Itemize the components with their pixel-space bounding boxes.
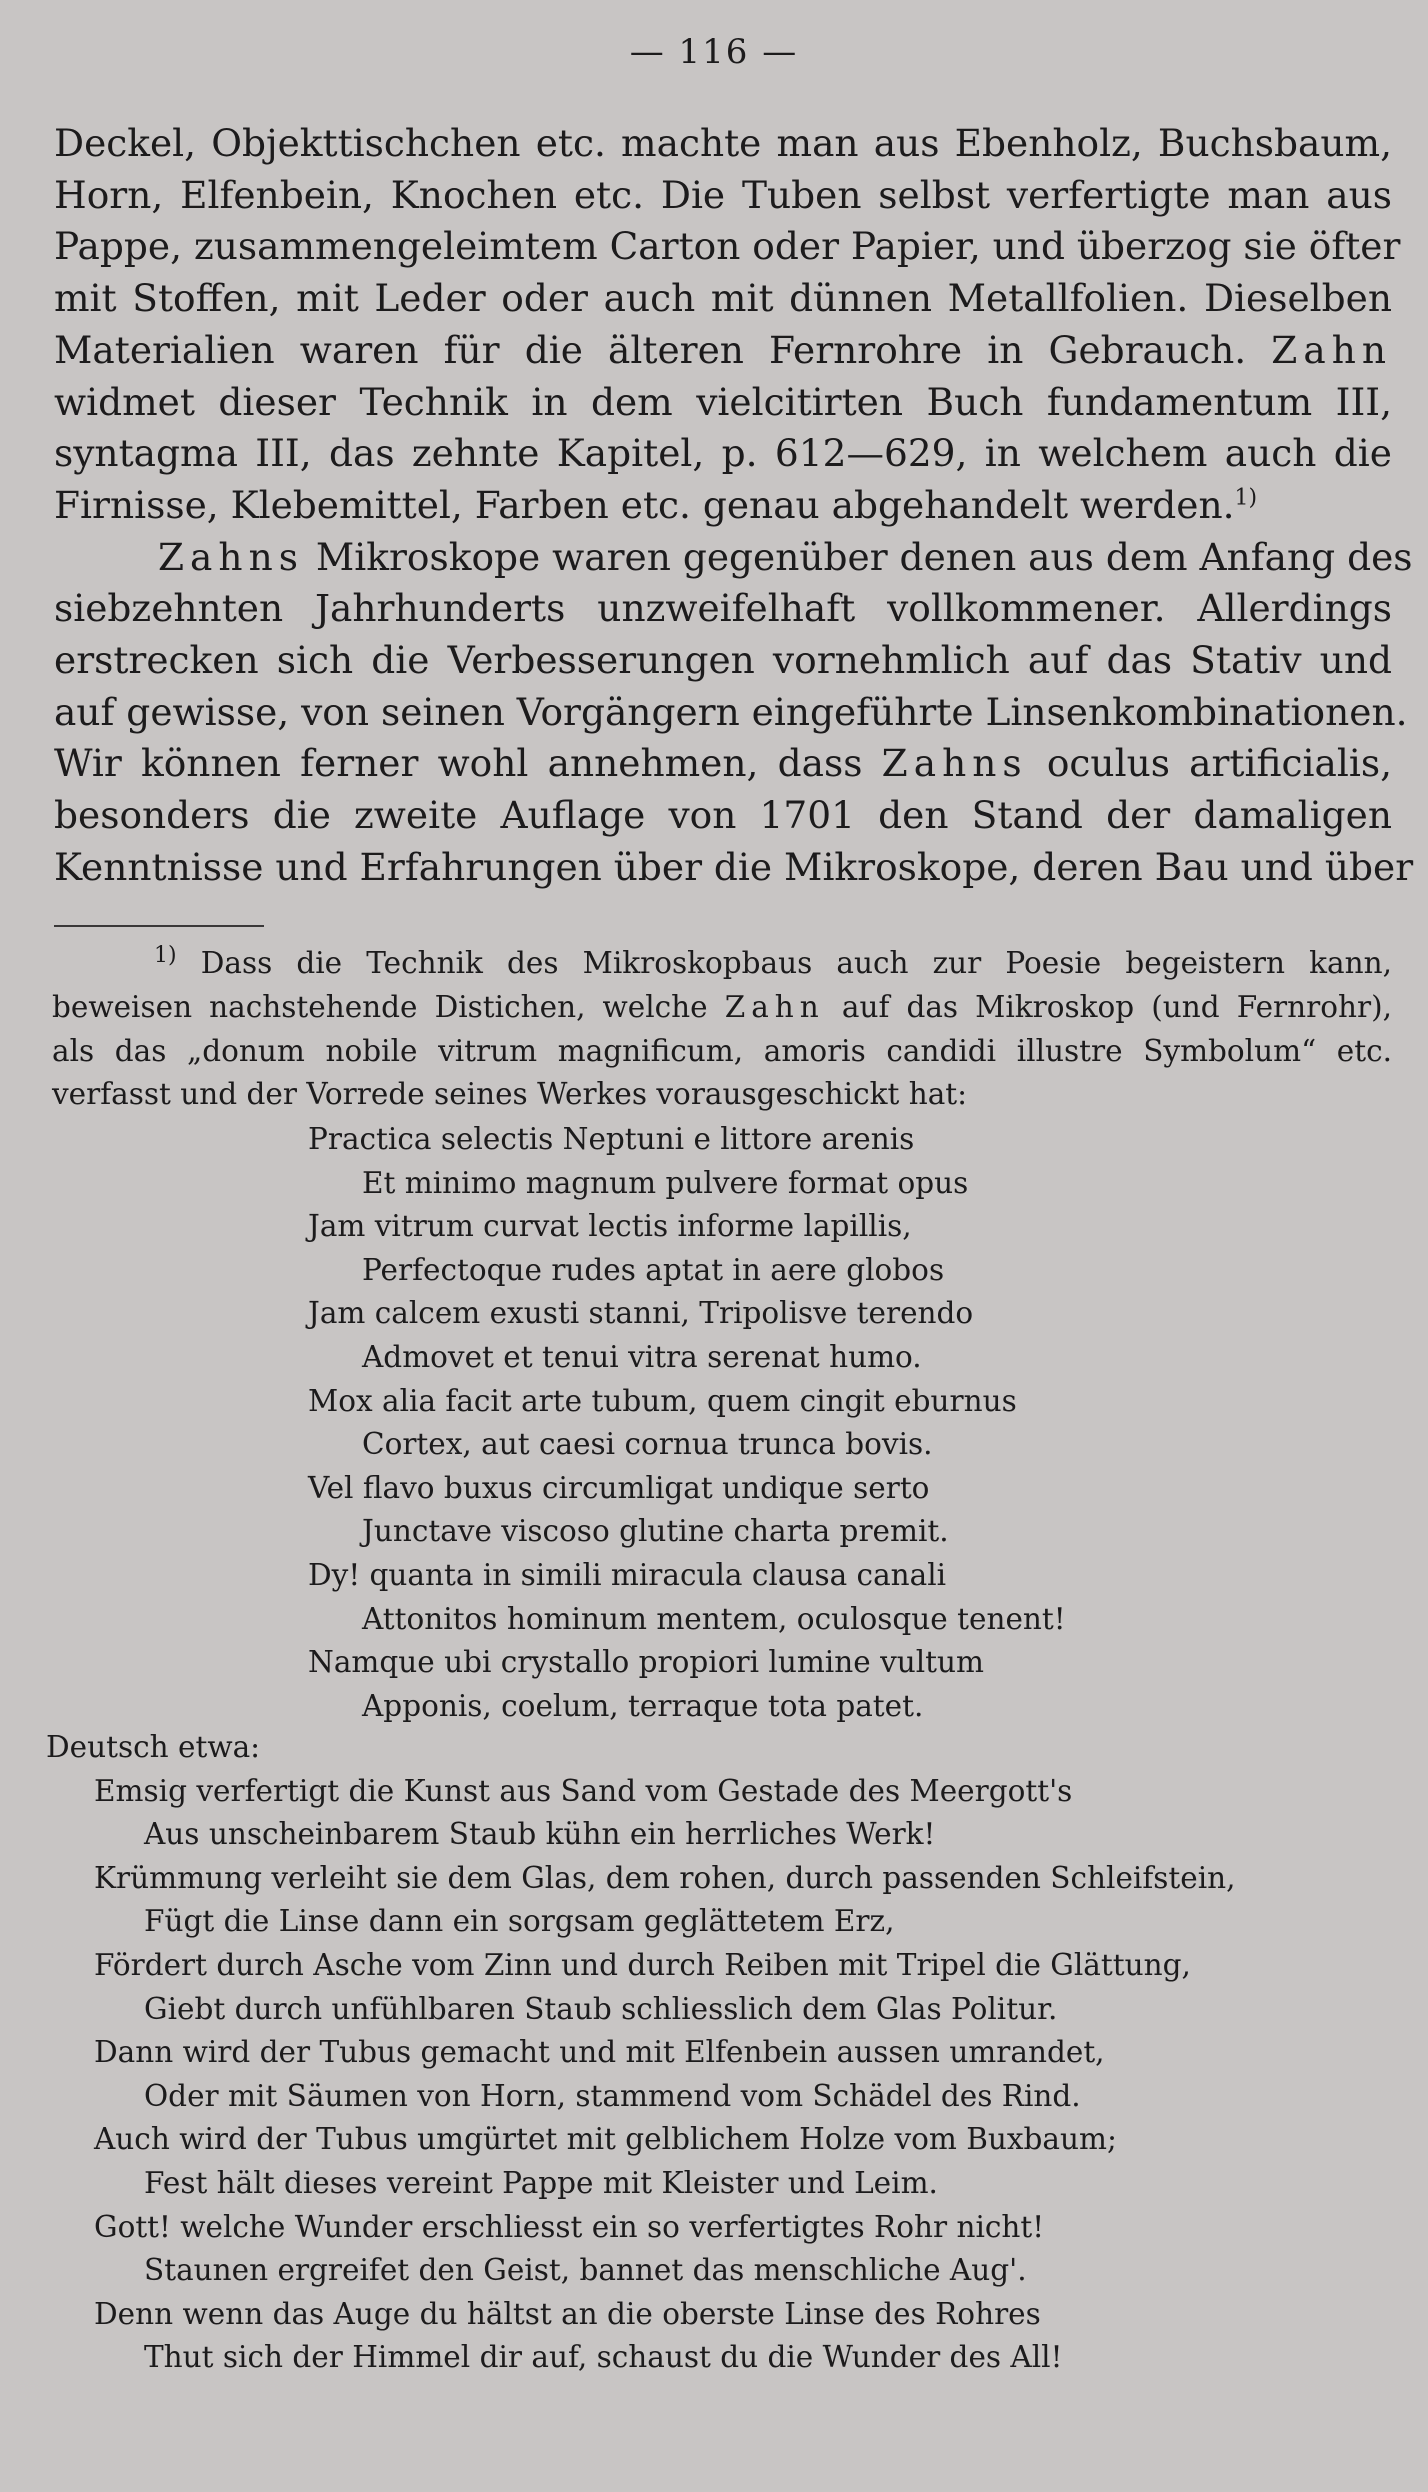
text-segment: beweisen nachstehende Distichen, welche	[52, 989, 708, 1024]
verse-line: Et minimo magnum pulvere format opus	[362, 1165, 969, 1200]
verse-line: Jam vitrum curvat lectis informe lapillis,	[308, 1209, 912, 1244]
text-line: Deckel, Objekttischchen etc. machte man aus Ebenholz, Buchsbaum,	[54, 121, 1392, 165]
text-segment: auf das Mikroskop (und Fernrohr),	[841, 989, 1392, 1024]
verse-line: Vel flavo buxus circumligat undique serto	[308, 1470, 930, 1505]
text-line: erstrecken sich die Verbesserungen vornehmlich auf das Stativ und	[54, 638, 1392, 683]
verse-line: Oder mit Säumen von Horn, stammend vom Schädel des Rind.	[144, 2078, 1081, 2113]
verse-line: Junctave viscoso glutine charta premit.	[362, 1514, 949, 1549]
verse-line: Practica selectis Neptuni e littore arenis	[308, 1122, 915, 1156]
text-line	[54, 532, 1413, 584]
verse-line: Apponis, coelum, terraque tota patet.	[362, 1688, 924, 1723]
text-line: siebzehnten Jahrhunderts unzweifelhaft vollkommener. Allerdings	[54, 586, 1392, 631]
text-segment: Mikroskope waren gegenüber denen aus dem Anfang des	[315, 534, 1413, 579]
footnote-line	[52, 942, 1392, 986]
body-text	[54, 118, 1414, 894]
text-segment: oculus artificialis,	[1046, 741, 1393, 786]
footnote-line	[52, 986, 1392, 1030]
verse-line: Fest hält dieses vereint Pappe mit Kleister und Leim.	[144, 2165, 938, 2200]
verse-line: Attonitos hominum mentem, oculosque tenent!	[362, 1601, 1066, 1636]
text-segment: Dass die Technik des Mikroskopbaus auch zur Poesie begeistern kann,	[200, 946, 1392, 980]
footnote-line: verfasst und der Vorrede seines Werkes vorausgeschickt hat:	[52, 1077, 968, 1112]
text-line: Kenntnisse und Erfahrungen über die Mikroskope, deren Bau und über	[54, 844, 1414, 889]
translation-heading: Deutsch etwa:	[46, 1730, 261, 1764]
verse-line: Krümmung verleiht sie dem Glas, dem rohen, durch passenden Schleifstein,	[94, 1860, 1236, 1895]
text-line: mit Stoffen, mit Leder oder auch mit dünnen Metallfolien. Dieselben	[54, 276, 1392, 321]
author-name-spaced: Zahn	[1271, 327, 1393, 372]
text-segment: Firnisse, Klebemittel, Farben etc. genau abgehandelt werden.	[54, 482, 1235, 527]
author-name-spaced: Zahns	[158, 534, 304, 579]
verse-line: Mox alia facit arte tubum, quem cingit eburnus	[308, 1383, 1017, 1418]
verse-line: Aus unscheinbarem Staub kühn ein herrliches Werk!	[144, 1817, 936, 1852]
verse-line: Cortex, aut caesi cornua trunca bovis.	[362, 1427, 933, 1462]
text-line	[54, 738, 1392, 790]
footnote	[52, 942, 1392, 1117]
verse-line: Giebt durch unfühlbaren Staub schliesslich dem Glas Politur.	[144, 1991, 1058, 2026]
text-line: besonders die zweite Auflage von 1701 den Stand der damaligen	[54, 793, 1392, 838]
verse-line: Gott! welche Wunder erschliesst ein so verfertigtes Rohr nicht!	[94, 2209, 1045, 2244]
text-line: widmet dieser Technik in dem vielcitirten Buch fundamentum III,	[54, 379, 1392, 424]
verse-line: Auch wird der Tubus umgürtet mit gelblichem Holze vom Buxbaum;	[94, 2122, 1117, 2157]
footnote-divider	[54, 925, 264, 927]
footnote-marker: 1)	[154, 943, 177, 969]
text-line: auf gewisse, von seinen Vorgängern eingeführte Linsenkombinationen.	[54, 689, 1408, 734]
text-line: syntagma III, das zehnte Kapitel, p. 612—629, in welchem auch die	[54, 431, 1392, 476]
author-name-spaced: Zahn	[724, 989, 825, 1024]
verse-line: Denn wenn das Auge du hältst an die oberste Linse des Rohres	[94, 2296, 1041, 2331]
verse-line: Admovet et tenui vitra serenat humo.	[362, 1339, 922, 1374]
verse-line: Emsig verfertigt die Kunst aus Sand vom Gestade des Meergott's	[94, 1773, 1073, 1808]
text-line: Horn, Elfenbein, Knochen etc. Die Tuben selbst verfertigte man aus	[54, 172, 1392, 217]
verse-line: Fördert durch Asche vom Zinn und durch Reiben mit Tripel die Glättung,	[94, 1947, 1191, 1982]
text-segment: Wir können ferner wohl annehmen, dass	[54, 741, 863, 786]
text-line	[54, 325, 1392, 377]
verse-line: Staunen ergreifet den Geist, bannet das menschliche Aug'.	[144, 2253, 1027, 2288]
verse-line: Dann wird der Tubus gemacht und mit Elfenbein aussen umrandet,	[94, 2035, 1105, 2070]
german-translation	[0, 1726, 1236, 2380]
latin-poem	[0, 1118, 1066, 1728]
footnote-line: als das „donum nobile vitrum magnificum, amoris candidi illustre Symbolum“ etc.	[52, 1033, 1392, 1068]
verse-line: Namque ubi crystallo propiori lumine vultum	[308, 1645, 985, 1680]
verse-line: Fügt die Linse dann ein sorgsam geglättetem Erz,	[144, 1904, 895, 1939]
page-number: — 116 —	[629, 32, 799, 72]
text-line: Pappe, zusammengeleimtem Carton oder Papier, und überzog sie öfter	[54, 224, 1401, 269]
verse-line: Dy! quanta in simili miracula clausa canali	[308, 1557, 947, 1592]
verse-line: Perfectoque rudes aptat in aere globos	[362, 1252, 945, 1287]
verse-line: Thut sich der Himmel dir auf, schaust du die Wunder des All!	[144, 2340, 1063, 2375]
author-name-spaced: Zahns	[881, 741, 1028, 786]
verse-line: Jam calcem exusti stanni, Tripolisve terendo	[308, 1296, 974, 1331]
text-line	[54, 480, 1392, 532]
text-segment: Materialien waren für die älteren Fernrohre in Gebrauch.	[54, 327, 1247, 372]
footnote-reference: 1)	[1234, 485, 1258, 511]
